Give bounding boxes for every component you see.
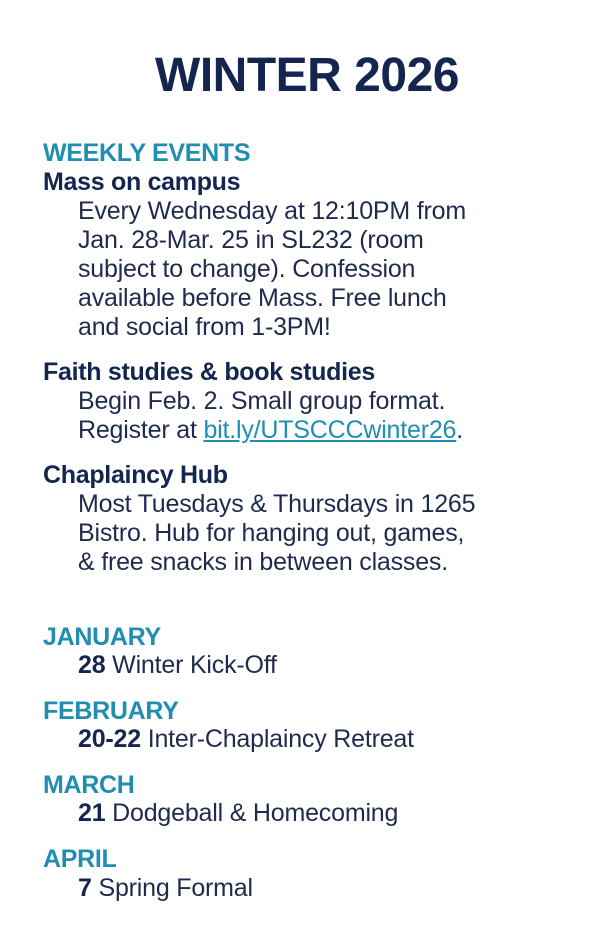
desc-line: & free snacks in between classes. (78, 548, 448, 576)
event-date: 28 (78, 651, 106, 679)
event-date: 21 (78, 799, 106, 827)
month-label-february: FEBRUARY (43, 697, 179, 725)
event-name: Inter-Chaplaincy Retreat (147, 725, 414, 753)
desc-line: subject to change). Confession (78, 255, 416, 283)
desc-line: Most Tuesdays & Thursdays in 1265 (78, 490, 476, 518)
event-title-faith-studies: Faith studies & book studies (43, 358, 375, 386)
event-name: Winter Kick-Off (112, 651, 277, 679)
page-title: WINTER 2026 (155, 49, 459, 102)
month-event-january (78, 651, 277, 680)
register-line (78, 416, 463, 445)
register-link[interactable]: bit.ly/UTSCCCwinter26 (203, 416, 457, 444)
desc-line: Bistro. Hub for hanging out, games, (78, 519, 465, 547)
event-date: 20-22 (78, 725, 141, 753)
month-event-april (78, 874, 253, 903)
event-date: 7 (78, 874, 92, 902)
event-desc-faith-studies (78, 387, 463, 445)
register-prefix: Register at (78, 416, 204, 444)
event-title-mass: Mass on campus (43, 168, 241, 196)
month-event-february (78, 725, 414, 754)
event-desc-mass (78, 197, 466, 342)
desc-line: Jan. 28-Mar. 25 in SL232 (room (78, 226, 424, 254)
month-label-april: APRIL (43, 845, 117, 873)
desc-line: Every Wednesday at 12:10PM from (78, 197, 466, 225)
event-title-chaplaincy-hub: Chaplaincy Hub (43, 461, 228, 489)
event-desc-chaplaincy-hub (78, 490, 475, 577)
desc-line: Begin Feb. 2. Small group format. (78, 387, 446, 415)
month-label-january: JANUARY (43, 623, 161, 651)
desc-line: and social from 1-3PM! (78, 313, 331, 341)
month-event-march (78, 799, 398, 828)
register-suffix: . (456, 416, 463, 444)
month-label-march: MARCH (43, 771, 135, 799)
event-name: Spring Formal (98, 874, 253, 902)
event-name: Dodgeball & Homecoming (112, 799, 399, 827)
weekly-events-label: WEEKLY EVENTS (43, 139, 251, 167)
desc-line: available before Mass. Free lunch (78, 284, 447, 312)
